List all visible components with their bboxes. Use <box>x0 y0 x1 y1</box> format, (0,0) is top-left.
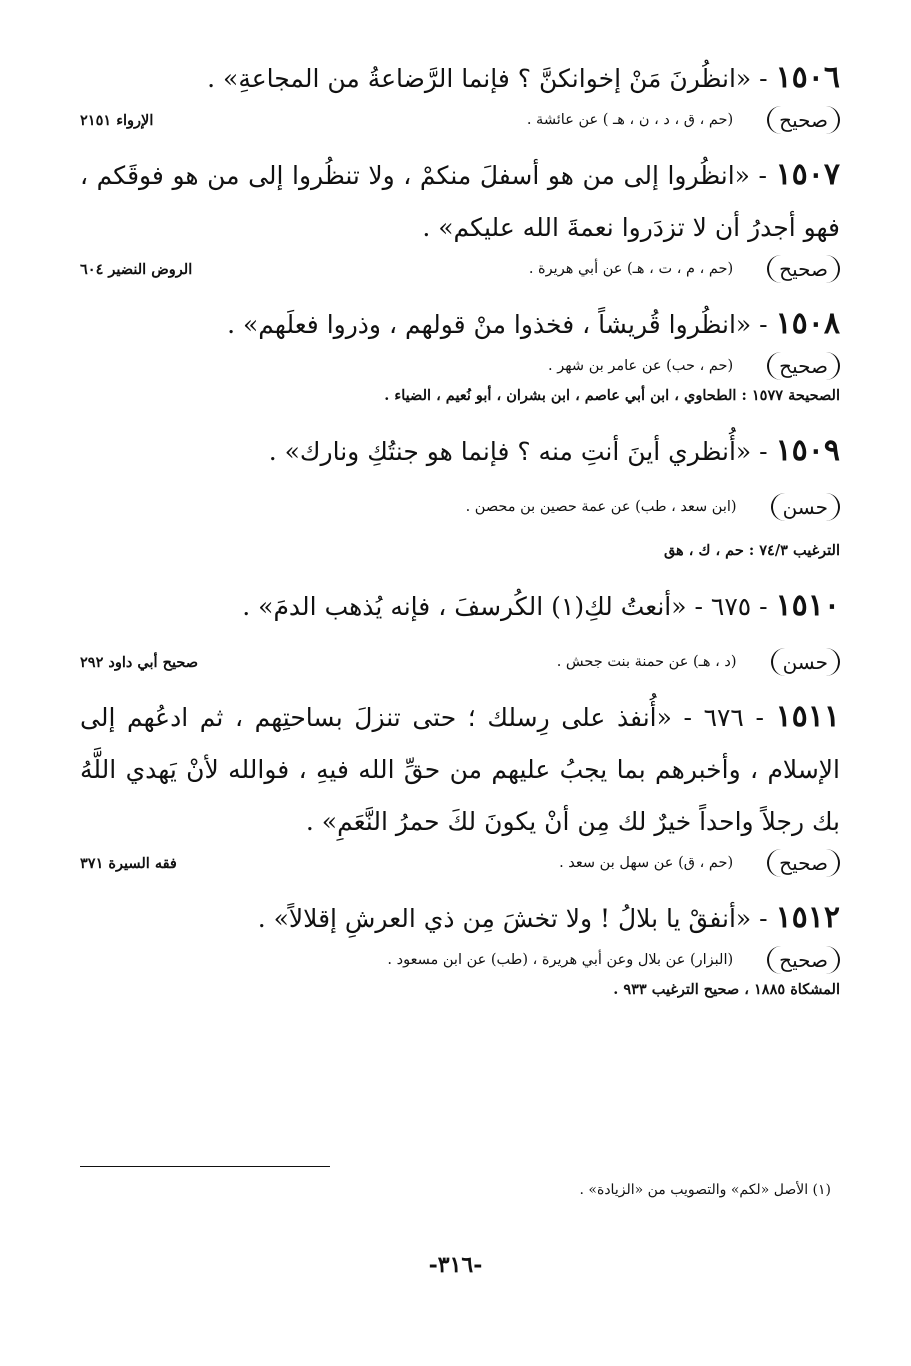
hadith-entry-1507 <box>80 149 840 284</box>
reference: صحيح أبي داود ٢٩٢ <box>80 653 199 671</box>
footnote: (١) الأصل «لكم» والتصويب من «الزيادة» . <box>579 1182 831 1198</box>
grade-badge: صحيح <box>767 946 840 974</box>
hadith-entry-1506 <box>80 52 840 135</box>
hadith-meta <box>80 254 840 284</box>
reference-line: الترغيب ٧٤/٣ : حم ، ك ، هق <box>663 542 840 559</box>
hadith-number: ١٥٠٦ <box>775 60 840 95</box>
grade-badge: صحيح <box>767 106 840 134</box>
hadith-entry-1512 <box>80 892 840 1005</box>
hadith-number: ١٥٠٨ <box>775 306 840 341</box>
hadith-text <box>80 149 840 254</box>
hadith-entry-1510 <box>80 580 840 677</box>
grade-badge: صحيح <box>767 849 840 877</box>
hadith-text <box>80 580 840 633</box>
hadith-text <box>80 298 840 351</box>
page-number: -٣١٦- <box>428 1252 483 1278</box>
hadith-text <box>80 892 840 945</box>
hadith-text <box>80 691 840 848</box>
hadith-body: - «انظُرنَ مَنْ إخوانكنَّ ؟ فإنما الرَّضاعةُ من المجاعةِ» . <box>207 64 768 93</box>
footnote-divider <box>80 1166 330 1167</box>
hadith-entry-1509 <box>80 425 840 566</box>
hadith-body: - «انظُروا قُريشاً ، فخذوا منْ قولهم ، وذروا فعلَهم» . <box>227 310 768 339</box>
source-attribution: (البزار) عن بلال وعن أبي هريرة ، (طب) عن ابن مسعود . <box>387 952 734 968</box>
reference: فقه السيرة ٣٧١ <box>80 854 177 872</box>
hadith-text <box>80 425 840 478</box>
grade-badge: صحيح <box>767 352 840 380</box>
hadith-meta <box>80 492 840 522</box>
hadith-body: - ٦٧٥ - «أنعتُ لكِ(١) الكُرسفَ ، فإنه يُذهب الدمَ» . <box>242 592 768 621</box>
hadith-text <box>80 52 840 105</box>
reference-line: المشكاة ١٨٨٥ ، صحيح الترغيب ٩٣٣ . <box>613 981 840 998</box>
hadith-body: - «أُنظري أينَ أنتِ منه ؟ فإنما هو جنتُكِ ونارك» . <box>268 437 768 466</box>
hadith-meta <box>80 105 840 135</box>
grade-badge: حسن <box>771 648 840 676</box>
hadith-body: - «أنفقْ يا بلالُ ! ولا تخشَ مِن ذي العرشِ إقلالاً» . <box>257 904 768 933</box>
hadith-number: ١٥٠٩ <box>775 433 840 468</box>
grade-badge: صحيح <box>767 255 840 283</box>
reference: الروض النضير ٦٠٤ <box>80 260 193 278</box>
hadith-meta <box>80 848 840 878</box>
hadith-entry-1508 <box>80 298 840 411</box>
source-attribution: (حم ، ق) عن سهل بن سعد . <box>559 855 734 871</box>
source-attribution: (د ، هـ) عن حمنة بنت جحش . <box>556 654 737 670</box>
hadith-number: ١٥١١ <box>775 699 840 734</box>
grade-badge: حسن <box>771 493 840 521</box>
hadith-meta <box>80 647 840 677</box>
hadith-meta <box>80 351 840 381</box>
page-body <box>80 52 840 1005</box>
source-attribution: (حم ، م ، ت ، هـ) عن أبي هريرة . <box>528 261 734 277</box>
reference-line: الصحيحة ١٥٧٧ : الطحاوي ، ابن أبي عاصم ، ابن بشران ، أبو نُعيم ، الضياء . <box>384 387 840 404</box>
hadith-number: ١٥١٠ <box>775 588 840 623</box>
source-attribution: (ابن سعد ، طب) عن عمة حصين بن محصن . <box>465 499 737 515</box>
hadith-number: ١٥٠٧ <box>775 157 840 192</box>
hadith-number: ١٥١٢ <box>775 900 840 935</box>
source-attribution: (حم ، حب) عن عامر بن شهر . <box>548 358 734 374</box>
hadith-body: - ٦٧٦ - «أُنفذ على رِسلك ؛ حتى تنزلَ بساحتِهم ، ثم ادعُهم إلى الإسلام ، وأخبرهم بما يجبُ عليهم من حقِّ الله فيهِ ، فوالله لأنْ يَهدي اللَّهُ بك رجلاً واحداً خيرٌ لك مِن أنْ يكونَ لكَ حمرُ النَّعَمِ» . <box>80 703 840 836</box>
hadith-body: - «انظُروا إلى من هو أسفلَ منكمْ ، ولا تنظُروا إلى من هو فوقَكم ، فهو أجدرُ أن لا تزدَروا نعمةَ الله عليكم» . <box>80 161 840 242</box>
hadith-entry-1511 <box>80 691 840 878</box>
hadith-meta <box>80 945 840 975</box>
source-attribution: (حم ، ق ، د ، ن ، هـ ) عن عائشة . <box>526 112 734 128</box>
reference: الإرواء ٢١٥١ <box>80 111 154 129</box>
